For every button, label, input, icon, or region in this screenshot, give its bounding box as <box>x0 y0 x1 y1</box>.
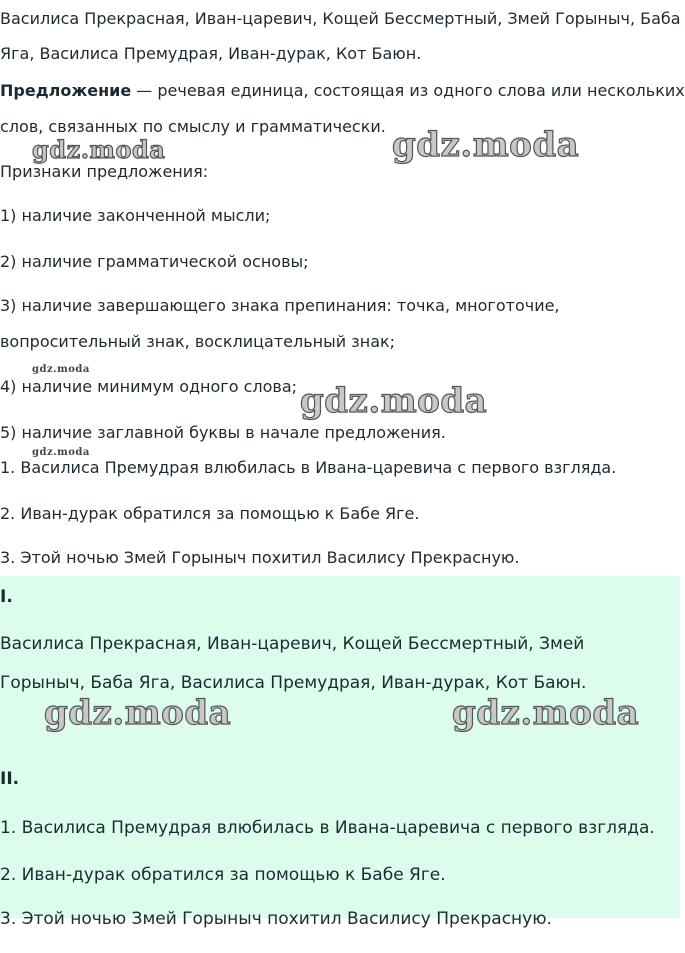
sentence-1: 1. Василиса Премудрая влюбилась в Ивана-царевича с первого взгляда. <box>0 458 617 477</box>
signs-item-3-line2: вопросительный знак, восклицательный знак; <box>0 332 396 351</box>
signs-item-4: 4) наличие минимум одного слова; <box>0 377 298 396</box>
signs-item-2: 2) наличие грамматической основы; <box>0 252 309 271</box>
answer-names-line1: Василиса Прекрасная, Иван-царевич, Кощей Бессмертный, Змей <box>0 634 585 654</box>
watermark-logo: gdz.moda <box>32 364 90 375</box>
definition-line2: слов, связанных по смыслу и грамматически. <box>0 117 386 136</box>
definition-line1 <box>0 80 685 102</box>
watermark-logo: gdz.moda <box>392 125 580 165</box>
answer-box <box>0 576 680 929</box>
answer-sentence-3: 3. Этой ночью Змей Горыныч похитил Василису Прекрасную. <box>0 909 552 929</box>
intro-names-line1: Василиса Прекрасная, Иван-царевич, Кощей Бессмертный, Змей Горыныч, Баба <box>0 9 681 28</box>
watermark-logo: gdz.moda <box>300 381 488 421</box>
watermark-logo: gdz.moda <box>32 135 166 164</box>
signs-item-1: 1) наличие законченной мысли; <box>0 206 271 225</box>
sentence-2: 2. Иван-дурак обратился за помощью к Бабе Яге. <box>0 504 420 523</box>
definition-term: Предложение <box>0 81 132 100</box>
watermark-logo: gdz.moda <box>452 693 640 733</box>
signs-heading: Признаки предложения: <box>0 162 209 181</box>
answer-sentence-2: 2. Иван-дурак обратился за помощью к Бабе Яге. <box>0 865 446 885</box>
answer-sentence-1: 1. Василиса Премудрая влюбилась в Ивана-царевича с первого взгляда. <box>0 818 655 838</box>
answer-section-2-label: II. <box>0 769 20 789</box>
signs-item-5: 5) наличие заглавной буквы в начале предложения. <box>0 423 446 442</box>
answer-names-line2: Горыныч, Баба Яга, Василиса Премудрая, Иван-дурак, Кот Баюн. <box>0 673 587 693</box>
sentence-3: 3. Этой ночью Змей Горыныч похитил Василису Прекрасную. <box>0 548 520 567</box>
watermark-logo: gdz.moda <box>32 447 90 458</box>
answer-section-1-label: I. <box>0 587 13 607</box>
signs-item-3-line1: 3) наличие завершающего знака препинания: точка, многоточие, <box>0 296 560 315</box>
watermark-logo: gdz.moda <box>44 693 232 733</box>
intro-names-line2: Яга, Василиса Премудрая, Иван-дурак, Кот Баюн. <box>0 44 422 63</box>
definition-text: — речевая единица, состоящая из одного слова или нескольких <box>131 81 685 100</box>
